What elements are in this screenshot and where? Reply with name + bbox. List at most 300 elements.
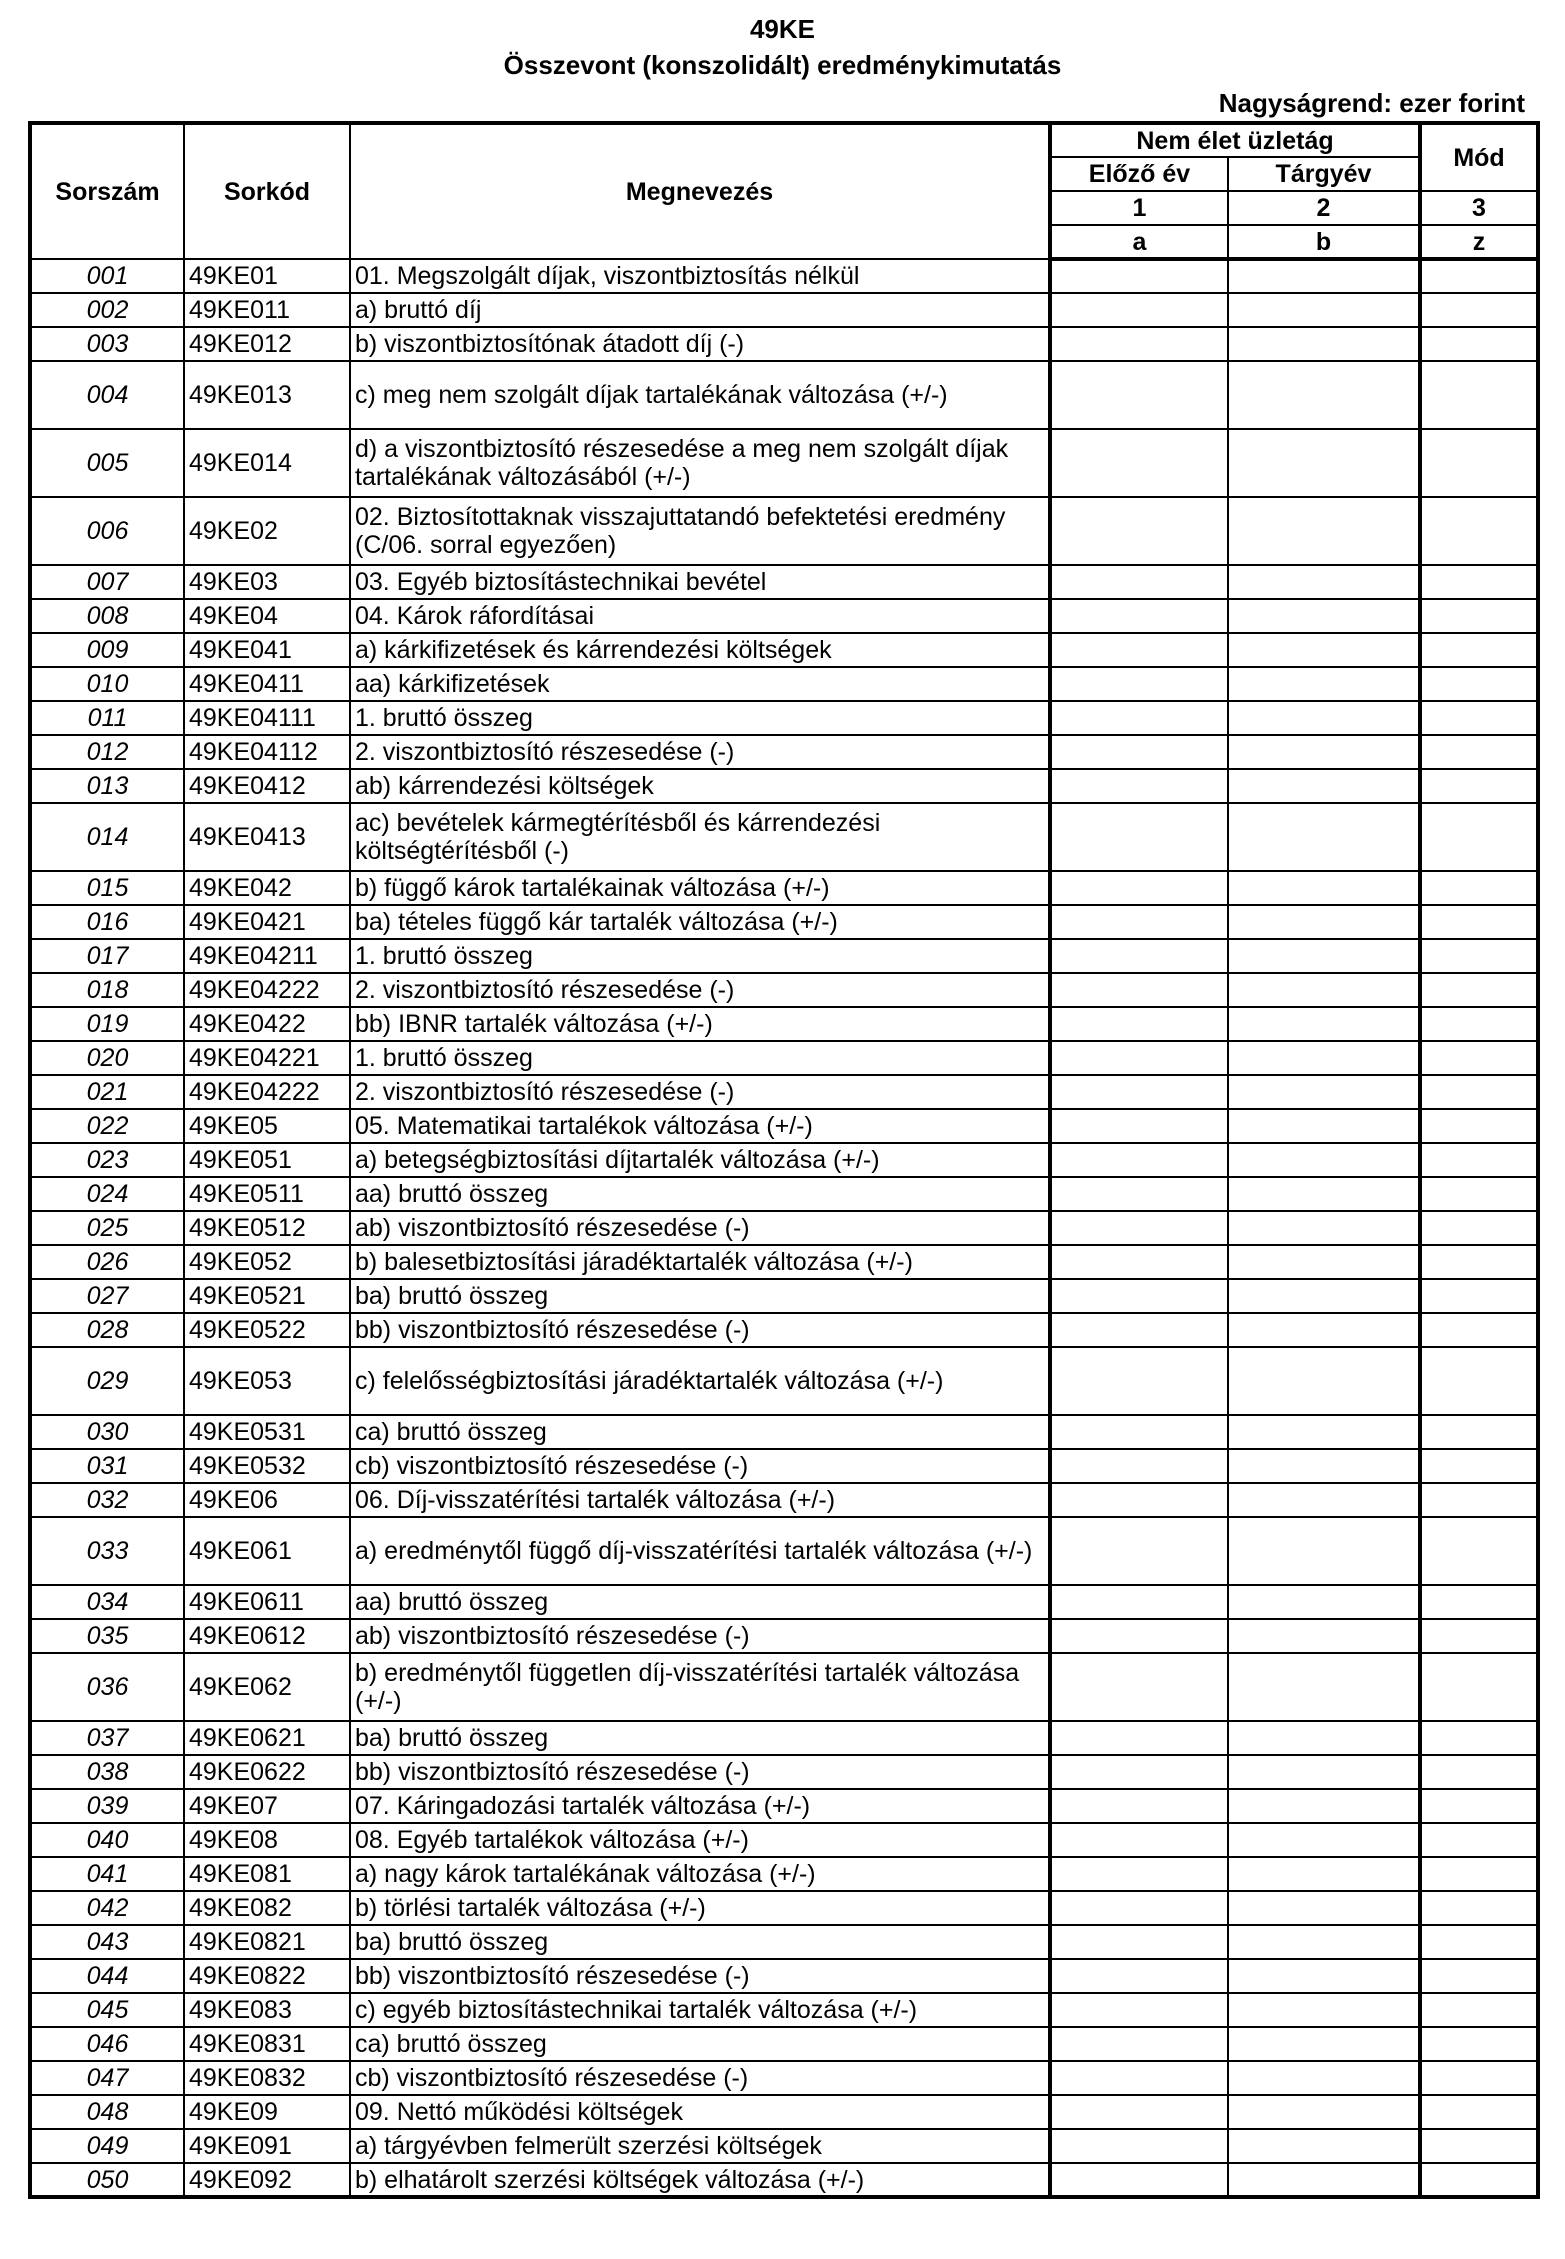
row-code: 49KE0531: [184, 1415, 350, 1449]
value-cell-targyev[interactable]: [1228, 1959, 1420, 1993]
value-cell-mod[interactable]: [1420, 2129, 1538, 2163]
value-cell-targyev[interactable]: [1228, 1483, 1420, 1517]
row-code: 49KE05: [184, 1109, 350, 1143]
value-cell-mod[interactable]: [1420, 1721, 1538, 1755]
row-number: 030: [30, 1415, 184, 1449]
value-cell-mod[interactable]: [1420, 1007, 1538, 1041]
table-row: [30, 1143, 1538, 1177]
value-cell-mod[interactable]: [1420, 769, 1538, 803]
row-number: 004: [30, 361, 184, 429]
value-cell-mod[interactable]: [1420, 633, 1538, 667]
value-cell-targyev[interactable]: [1228, 599, 1420, 633]
value-cell-targyev[interactable]: [1228, 667, 1420, 701]
row-code: 49KE011: [184, 293, 350, 327]
value-cell-mod[interactable]: [1420, 1993, 1538, 2027]
row-code: 49KE012: [184, 327, 350, 361]
row-description: a) betegségbiztosítási díjtartalék változása (+/-): [350, 1143, 1050, 1177]
row-code: 49KE0621: [184, 1721, 350, 1755]
row-description: bb) viszontbiztosító részesedése (-): [350, 1959, 1050, 1993]
value-cell-targyev[interactable]: [1228, 1891, 1420, 1925]
row-code: 49KE081: [184, 1857, 350, 1891]
value-cell-elozo-ev[interactable]: [1050, 565, 1228, 599]
table-row: [30, 429, 1538, 497]
value-cell-targyev[interactable]: [1228, 2061, 1420, 2095]
value-cell-targyev[interactable]: [1228, 1993, 1420, 2027]
value-cell-elozo-ev[interactable]: [1050, 2061, 1228, 2095]
value-cell-elozo-ev[interactable]: [1050, 871, 1228, 905]
table-row: [30, 1279, 1538, 1313]
header-sorkod: Sorkód: [184, 123, 350, 259]
row-description: ab) viszontbiztosító részesedése (-): [350, 1211, 1050, 1245]
value-cell-elozo-ev[interactable]: [1050, 769, 1228, 803]
row-code: 49KE052: [184, 1245, 350, 1279]
value-cell-mod[interactable]: [1420, 701, 1538, 735]
value-cell-targyev[interactable]: [1228, 2027, 1420, 2061]
row-number: 014: [30, 803, 184, 871]
value-cell-elozo-ev[interactable]: [1050, 2163, 1228, 2197]
row-description: 1. bruttó összeg: [350, 1041, 1050, 1075]
table-row: [30, 2061, 1538, 2095]
row-code: 49KE0421: [184, 905, 350, 939]
row-number: 028: [30, 1313, 184, 1347]
value-cell-mod[interactable]: [1420, 1789, 1538, 1823]
value-cell-targyev[interactable]: [1228, 1517, 1420, 1585]
value-cell-mod[interactable]: [1420, 905, 1538, 939]
header-num-3: 3: [1420, 191, 1538, 225]
value-cell-mod[interactable]: [1420, 2027, 1538, 2061]
row-number: 003: [30, 327, 184, 361]
row-code: 49KE04222: [184, 973, 350, 1007]
value-cell-targyev[interactable]: [1228, 1415, 1420, 1449]
table-row: [30, 1041, 1538, 1075]
table-row: [30, 1653, 1538, 1721]
table-row: [30, 871, 1538, 905]
row-description: ba) bruttó összeg: [350, 1721, 1050, 1755]
value-cell-targyev[interactable]: [1228, 1313, 1420, 1347]
value-cell-mod[interactable]: [1420, 1177, 1538, 1211]
value-cell-targyev[interactable]: [1228, 259, 1420, 293]
table-row: [30, 1449, 1538, 1483]
row-number: 044: [30, 1959, 184, 1993]
value-cell-elozo-ev[interactable]: [1050, 2027, 1228, 2061]
row-description: aa) bruttó összeg: [350, 1177, 1050, 1211]
table-row: [30, 1721, 1538, 1755]
value-cell-mod[interactable]: [1420, 2061, 1538, 2095]
value-cell-mod[interactable]: [1420, 1109, 1538, 1143]
value-cell-targyev[interactable]: [1228, 701, 1420, 735]
value-cell-elozo-ev[interactable]: [1050, 973, 1228, 1007]
table-row: [30, 1925, 1538, 1959]
row-number: 046: [30, 2027, 184, 2061]
row-code: 49KE0822: [184, 1959, 350, 1993]
value-cell-targyev[interactable]: [1228, 429, 1420, 497]
row-description: 06. Díj-visszatérítési tartalék változása (+/-): [350, 1483, 1050, 1517]
value-cell-targyev[interactable]: [1228, 1449, 1420, 1483]
value-cell-targyev[interactable]: [1228, 2163, 1420, 2197]
row-number: 006: [30, 497, 184, 565]
value-cell-elozo-ev[interactable]: [1050, 667, 1228, 701]
value-cell-elozo-ev[interactable]: [1050, 1721, 1228, 1755]
row-number: 021: [30, 1075, 184, 1109]
header-elozo-ev: Előző év: [1050, 157, 1228, 191]
row-code: 49KE04112: [184, 735, 350, 769]
value-cell-elozo-ev[interactable]: [1050, 1959, 1228, 1993]
value-cell-mod[interactable]: [1420, 497, 1538, 565]
row-description: ca) bruttó összeg: [350, 2027, 1050, 2061]
table-row: [30, 2027, 1538, 2061]
row-number: 012: [30, 735, 184, 769]
row-code: 49KE0831: [184, 2027, 350, 2061]
row-code: 49KE07: [184, 1789, 350, 1823]
table-row: [30, 293, 1538, 327]
header-sorszam: Sorszám: [30, 123, 184, 259]
row-code: 49KE04211: [184, 939, 350, 973]
row-number: 042: [30, 1891, 184, 1925]
row-number: 017: [30, 939, 184, 973]
row-code: 49KE061: [184, 1517, 350, 1585]
value-cell-mod[interactable]: [1420, 1857, 1538, 1891]
row-description: ac) bevételek kármegtérítésből és kárrendezési költségtérítésből (-): [350, 803, 1050, 871]
row-description: c) felelősségbiztosítási járadéktartalék változása (+/-): [350, 1347, 1050, 1415]
value-cell-mod[interactable]: [1420, 1891, 1538, 1925]
row-code: 49KE0412: [184, 769, 350, 803]
row-number: 022: [30, 1109, 184, 1143]
row-code: 49KE09: [184, 2095, 350, 2129]
row-code: 49KE041: [184, 633, 350, 667]
table-row: [30, 1993, 1538, 2027]
row-code: 49KE04222: [184, 1075, 350, 1109]
value-cell-elozo-ev[interactable]: [1050, 429, 1228, 497]
row-number: 013: [30, 769, 184, 803]
value-cell-targyev[interactable]: [1228, 1823, 1420, 1857]
value-cell-targyev[interactable]: [1228, 1653, 1420, 1721]
table-row: [30, 497, 1538, 565]
value-cell-elozo-ev[interactable]: [1050, 1823, 1228, 1857]
row-number: 020: [30, 1041, 184, 1075]
row-description: 04. Károk ráfordításai: [350, 599, 1050, 633]
value-cell-mod[interactable]: [1420, 1075, 1538, 1109]
table-row: [30, 1177, 1538, 1211]
value-cell-elozo-ev[interactable]: [1050, 1211, 1228, 1245]
value-cell-mod[interactable]: [1420, 429, 1538, 497]
header-mod: Mód: [1420, 123, 1538, 191]
table-row: [30, 905, 1538, 939]
row-number: 031: [30, 1449, 184, 1483]
value-cell-targyev[interactable]: [1228, 361, 1420, 429]
value-cell-elozo-ev[interactable]: [1050, 1891, 1228, 1925]
value-cell-elozo-ev[interactable]: [1050, 497, 1228, 565]
table-row: [30, 565, 1538, 599]
row-number: 002: [30, 293, 184, 327]
row-number: 018: [30, 973, 184, 1007]
value-cell-targyev[interactable]: [1228, 497, 1420, 565]
value-cell-targyev[interactable]: [1228, 905, 1420, 939]
table-row: [30, 2163, 1538, 2197]
value-cell-mod[interactable]: [1420, 1755, 1538, 1789]
value-cell-elozo-ev[interactable]: [1050, 2095, 1228, 2129]
value-cell-mod[interactable]: [1420, 1245, 1538, 1279]
row-description: aa) kárkifizetések: [350, 667, 1050, 701]
value-cell-elozo-ev[interactable]: [1050, 939, 1228, 973]
row-description: a) tárgyévben felmerült szerzési költségek: [350, 2129, 1050, 2163]
row-description: a) eredménytől függő díj-visszatérítési tartalék változása (+/-): [350, 1517, 1050, 1585]
row-code: 49KE091: [184, 2129, 350, 2163]
value-cell-targyev[interactable]: [1228, 1857, 1420, 1891]
row-number: 045: [30, 1993, 184, 2027]
value-cell-mod[interactable]: [1420, 667, 1538, 701]
value-cell-targyev[interactable]: [1228, 1279, 1420, 1313]
value-cell-elozo-ev[interactable]: [1050, 1585, 1228, 1619]
header-num-1: 1: [1050, 191, 1228, 225]
value-cell-mod[interactable]: [1420, 1483, 1538, 1517]
value-cell-targyev[interactable]: [1228, 1245, 1420, 1279]
value-cell-mod[interactable]: [1420, 1653, 1538, 1721]
header-megnevezes: Megnevezés: [350, 123, 1050, 259]
value-cell-mod[interactable]: [1420, 1517, 1538, 1585]
value-cell-targyev[interactable]: [1228, 1007, 1420, 1041]
value-cell-mod[interactable]: [1420, 1619, 1538, 1653]
value-cell-targyev[interactable]: [1228, 871, 1420, 905]
value-cell-targyev[interactable]: [1228, 1041, 1420, 1075]
row-description: a) nagy károk tartalékának változása (+/-): [350, 1857, 1050, 1891]
value-cell-targyev[interactable]: [1228, 1075, 1420, 1109]
table-row: [30, 803, 1538, 871]
value-cell-targyev[interactable]: [1228, 1143, 1420, 1177]
row-description: b) elhatárolt szerzési költségek változása (+/-): [350, 2163, 1050, 2197]
row-code: 49KE04: [184, 599, 350, 633]
value-cell-elozo-ev[interactable]: [1050, 1857, 1228, 1891]
value-cell-mod[interactable]: [1420, 1959, 1538, 1993]
value-cell-targyev[interactable]: [1228, 1755, 1420, 1789]
value-cell-elozo-ev[interactable]: [1050, 803, 1228, 871]
row-number: 010: [30, 667, 184, 701]
value-cell-mod[interactable]: [1420, 565, 1538, 599]
value-cell-mod[interactable]: [1420, 1449, 1538, 1483]
value-cell-mod[interactable]: [1420, 939, 1538, 973]
value-cell-elozo-ev[interactable]: [1050, 1347, 1228, 1415]
value-cell-elozo-ev[interactable]: [1050, 905, 1228, 939]
row-description: b) eredménytől független díj-visszatérítési tartalék változása (+/-): [350, 1653, 1050, 1721]
table-row: [30, 599, 1538, 633]
row-description: 2. viszontbiztosító részesedése (-): [350, 1075, 1050, 1109]
value-cell-mod[interactable]: [1420, 1279, 1538, 1313]
row-number: 005: [30, 429, 184, 497]
value-cell-targyev[interactable]: [1228, 803, 1420, 871]
row-number: 047: [30, 2061, 184, 2095]
row-description: bb) viszontbiztosító részesedése (-): [350, 1313, 1050, 1347]
row-number: 032: [30, 1483, 184, 1517]
table-row: [30, 701, 1538, 735]
row-number: 016: [30, 905, 184, 939]
row-description: 07. Káringadozási tartalék változása (+/-): [350, 1789, 1050, 1823]
value-cell-mod[interactable]: [1420, 293, 1538, 327]
value-cell-elozo-ev[interactable]: [1050, 701, 1228, 735]
value-cell-mod[interactable]: [1420, 1925, 1538, 1959]
value-cell-mod[interactable]: [1420, 1143, 1538, 1177]
table-row: [30, 1415, 1538, 1449]
row-code: 49KE0512: [184, 1211, 350, 1245]
row-code: 49KE083: [184, 1993, 350, 2027]
value-cell-targyev[interactable]: [1228, 1789, 1420, 1823]
value-cell-elozo-ev[interactable]: [1050, 1007, 1228, 1041]
value-cell-targyev[interactable]: [1228, 1721, 1420, 1755]
value-cell-elozo-ev[interactable]: [1050, 2129, 1228, 2163]
row-description: ba) tételes függő kár tartalék változása (+/-): [350, 905, 1050, 939]
value-cell-mod[interactable]: [1420, 1585, 1538, 1619]
value-cell-mod[interactable]: [1420, 2163, 1538, 2197]
value-cell-mod[interactable]: [1420, 803, 1538, 871]
value-cell-targyev[interactable]: [1228, 735, 1420, 769]
value-cell-mod[interactable]: [1420, 871, 1538, 905]
value-cell-targyev[interactable]: [1228, 939, 1420, 973]
row-code: 49KE06: [184, 1483, 350, 1517]
row-code: 49KE0422: [184, 1007, 350, 1041]
row-number: 027: [30, 1279, 184, 1313]
row-number: 035: [30, 1619, 184, 1653]
row-code: 49KE092: [184, 2163, 350, 2197]
value-cell-targyev[interactable]: [1228, 1211, 1420, 1245]
table-row: [30, 1007, 1538, 1041]
value-cell-elozo-ev[interactable]: [1050, 327, 1228, 361]
row-description: 1. bruttó összeg: [350, 939, 1050, 973]
row-description: bb) IBNR tartalék változása (+/-): [350, 1007, 1050, 1041]
value-cell-elozo-ev[interactable]: [1050, 1245, 1228, 1279]
row-code: 49KE051: [184, 1143, 350, 1177]
value-cell-targyev[interactable]: [1228, 327, 1420, 361]
value-cell-elozo-ev[interactable]: [1050, 1789, 1228, 1823]
row-number: 049: [30, 2129, 184, 2163]
value-cell-elozo-ev[interactable]: [1050, 1075, 1228, 1109]
row-number: 029: [30, 1347, 184, 1415]
value-cell-mod[interactable]: [1420, 1347, 1538, 1415]
row-description: b) balesetbiztosítási járadéktartalék változása (+/-): [350, 1245, 1050, 1279]
value-cell-targyev[interactable]: [1228, 769, 1420, 803]
header-num-2: 2: [1228, 191, 1420, 225]
value-cell-elozo-ev[interactable]: [1050, 1177, 1228, 1211]
value-cell-elozo-ev[interactable]: [1050, 1925, 1228, 1959]
row-description: 2. viszontbiztosító részesedése (-): [350, 735, 1050, 769]
value-cell-elozo-ev[interactable]: [1050, 1279, 1228, 1313]
row-description: a) kárkifizetések és kárrendezési költségek: [350, 633, 1050, 667]
row-code: 49KE0413: [184, 803, 350, 871]
table-row: [30, 1313, 1538, 1347]
value-cell-targyev[interactable]: [1228, 565, 1420, 599]
value-cell-elozo-ev[interactable]: [1050, 1415, 1228, 1449]
row-description: cb) viszontbiztosító részesedése (-): [350, 2061, 1050, 2095]
value-cell-elozo-ev[interactable]: [1050, 1619, 1228, 1653]
value-cell-elozo-ev[interactable]: [1050, 361, 1228, 429]
row-number: 026: [30, 1245, 184, 1279]
value-cell-mod[interactable]: [1420, 361, 1538, 429]
value-cell-targyev[interactable]: [1228, 1585, 1420, 1619]
table-row: [30, 2095, 1538, 2129]
row-code: 49KE0622: [184, 1755, 350, 1789]
value-cell-elozo-ev[interactable]: [1050, 1517, 1228, 1585]
value-cell-elozo-ev[interactable]: [1050, 1993, 1228, 2027]
row-code: 49KE0511: [184, 1177, 350, 1211]
value-cell-elozo-ev[interactable]: [1050, 259, 1228, 293]
value-cell-mod[interactable]: [1420, 973, 1538, 1007]
value-cell-targyev[interactable]: [1228, 1619, 1420, 1653]
row-description: c) meg nem szolgált díjak tartalékának változása (+/-): [350, 361, 1050, 429]
row-number: 001: [30, 259, 184, 293]
value-cell-elozo-ev[interactable]: [1050, 1755, 1228, 1789]
value-cell-targyev[interactable]: [1228, 633, 1420, 667]
row-number: 037: [30, 1721, 184, 1755]
table-row: [30, 1959, 1538, 1993]
row-description: 02. Biztosítottaknak visszajuttatandó befektetési eredmény (C/06. sorral egyezően): [350, 497, 1050, 565]
row-code: 49KE04221: [184, 1041, 350, 1075]
value-cell-targyev[interactable]: [1228, 2095, 1420, 2129]
value-cell-mod[interactable]: [1420, 259, 1538, 293]
value-cell-elozo-ev[interactable]: [1050, 735, 1228, 769]
value-cell-mod[interactable]: [1420, 1211, 1538, 1245]
value-cell-targyev[interactable]: [1228, 293, 1420, 327]
value-cell-targyev[interactable]: [1228, 1109, 1420, 1143]
value-cell-elozo-ev[interactable]: [1050, 1483, 1228, 1517]
table-row: [30, 633, 1538, 667]
value-cell-targyev[interactable]: [1228, 1177, 1420, 1211]
table-row: [30, 259, 1538, 293]
row-description: b) függő károk tartalékainak változása (+/-): [350, 871, 1050, 905]
value-cell-elozo-ev[interactable]: [1050, 599, 1228, 633]
row-code: 49KE0532: [184, 1449, 350, 1483]
row-code: 49KE04111: [184, 701, 350, 735]
value-cell-targyev[interactable]: [1228, 1347, 1420, 1415]
row-code: 49KE02: [184, 497, 350, 565]
row-number: 015: [30, 871, 184, 905]
value-cell-mod[interactable]: [1420, 735, 1538, 769]
row-number: 048: [30, 2095, 184, 2129]
value-cell-elozo-ev[interactable]: [1050, 1449, 1228, 1483]
table-row: [30, 769, 1538, 803]
row-code: 49KE082: [184, 1891, 350, 1925]
value-cell-targyev[interactable]: [1228, 973, 1420, 1007]
value-cell-elozo-ev[interactable]: [1050, 1109, 1228, 1143]
table-row: [30, 1245, 1538, 1279]
value-cell-targyev[interactable]: [1228, 2129, 1420, 2163]
value-cell-elozo-ev[interactable]: [1050, 633, 1228, 667]
value-cell-targyev[interactable]: [1228, 1925, 1420, 1959]
table-row: [30, 735, 1538, 769]
value-cell-elozo-ev[interactable]: [1050, 1041, 1228, 1075]
row-code: 49KE0612: [184, 1619, 350, 1653]
value-cell-mod[interactable]: [1420, 1823, 1538, 1857]
row-number: 038: [30, 1755, 184, 1789]
row-number: 040: [30, 1823, 184, 1857]
row-number: 034: [30, 1585, 184, 1619]
table-row: [30, 973, 1538, 1007]
value-cell-elozo-ev[interactable]: [1050, 293, 1228, 327]
row-number: 036: [30, 1653, 184, 1721]
value-cell-mod[interactable]: [1420, 2095, 1538, 2129]
row-number: 008: [30, 599, 184, 633]
value-cell-mod[interactable]: [1420, 599, 1538, 633]
value-cell-mod[interactable]: [1420, 1041, 1538, 1075]
value-cell-mod[interactable]: [1420, 327, 1538, 361]
table-row: [30, 327, 1538, 361]
value-cell-elozo-ev[interactable]: [1050, 1313, 1228, 1347]
value-cell-elozo-ev[interactable]: [1050, 1143, 1228, 1177]
row-number: 023: [30, 1143, 184, 1177]
row-description: d) a viszontbiztosító részesedése a meg nem szolgált díjak tartalékának változásából (+/-): [350, 429, 1050, 497]
value-cell-elozo-ev[interactable]: [1050, 1653, 1228, 1721]
table-row: [30, 939, 1538, 973]
table-row: [30, 1075, 1538, 1109]
value-cell-mod[interactable]: [1420, 1415, 1538, 1449]
value-cell-mod[interactable]: [1420, 1313, 1538, 1347]
row-description: ba) bruttó összeg: [350, 1279, 1050, 1313]
